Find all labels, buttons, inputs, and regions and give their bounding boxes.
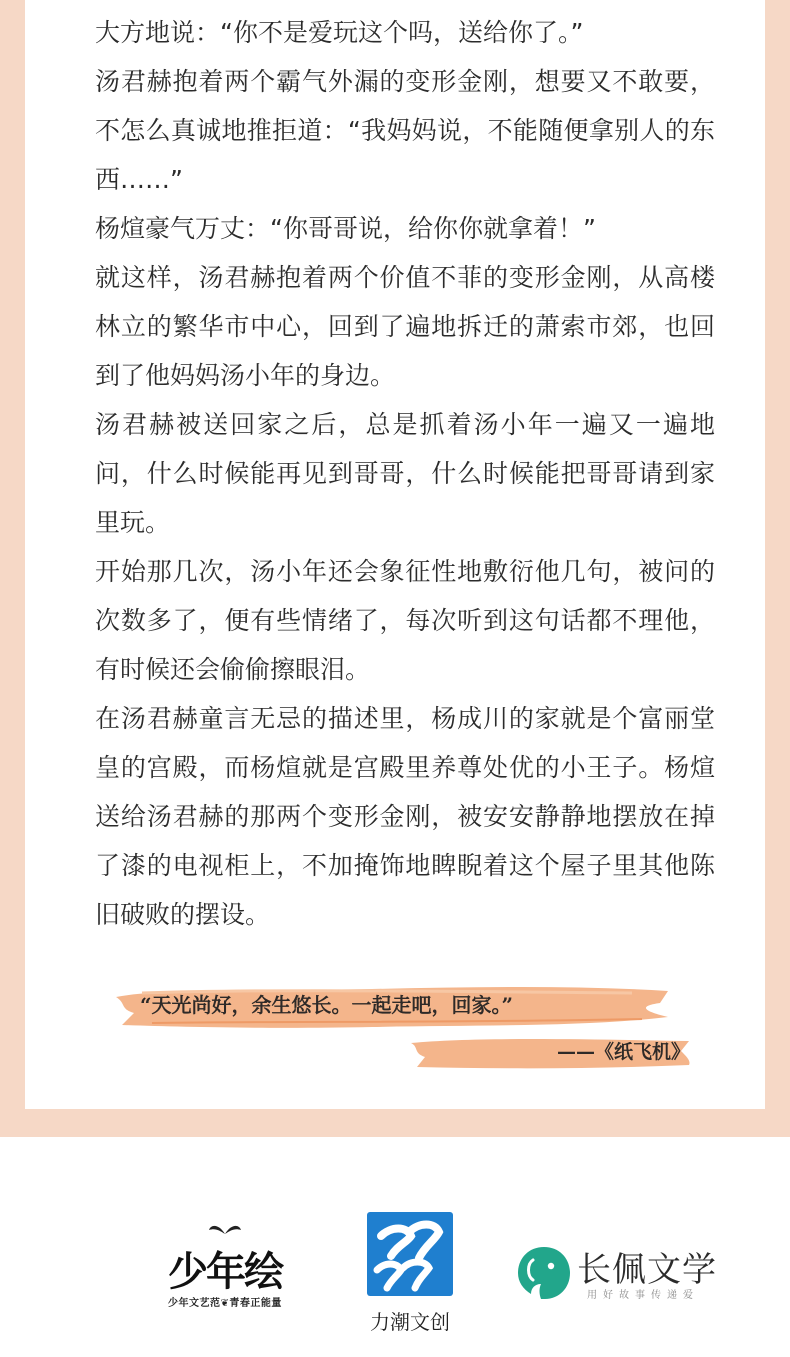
lichao-wave-icon (367, 1212, 453, 1296)
story-paragraph: 大方地说：“你不是爱玩这个吗，送给你了。” (95, 18, 584, 47)
leaf-ornament-icon (207, 1222, 243, 1236)
quote-text: “天光尚好，余生悠长。一起走吧，回家。” (140, 993, 514, 1017)
changpei-logo (515, 1240, 735, 1310)
changpei-logo-slogan: 用好故事传递爱 (587, 1290, 699, 1301)
changpei-logo-name: 长佩文学 (577, 1250, 717, 1290)
story-paragraph: 汤君赫被送回家之后，总是抓着汤小年一遍又一遍地问，什么时候能再见到哥哥，什么时候能把哥哥请到家里玩。 (95, 410, 715, 537)
shaonianhui-logo (150, 1222, 300, 1322)
quote-source: ——《纸飞机》 (556, 1041, 690, 1063)
story-paragraph: 开始那几次，汤小年还会象征性地敷衍他几句，被问的次数多了，便有些情绪了，每次听到这句话都不理他，有时候还会偷偷擦眼泪。 (95, 557, 715, 684)
shaonianhui-logo-slogan: 少年文艺范❦青春正能量 (168, 1298, 282, 1309)
lichao-logo (360, 1212, 460, 1342)
shaonianhui-logo-name: 少年绘 (168, 1248, 282, 1295)
story-paragraph: 在汤君赫童言无忌的描述里，杨成川的家就是个富丽堂皇的宫殿，而杨煊就是宫殿里养尊处优的小王子。杨煊送给汤君赫的那两个变形金刚，被安安静静地摆放在掉了漆的电视柜上，不加掩饰地睥睨着这个屋子里其他陈旧破败的摆设。 (95, 704, 715, 929)
elephant-icon (515, 1244, 573, 1302)
lichao-logo-name: 力潮文创 (370, 1310, 450, 1334)
story-paragraph: 就这样，汤君赫抱着两个价值不菲的变形金刚，从高楼林立的繁华市中心，回到了遍地拆迁的萧索市郊，也回到了他妈妈汤小年的身边。 (95, 263, 715, 390)
story-paragraph: 杨煊豪气万丈：“你哥哥说，给你你就拿着！” (95, 214, 596, 243)
story-text (95, 8, 715, 939)
story-paragraph: 汤君赫抱着两个霸气外漏的变形金刚，想要又不敢要，不怎么真诚地推拒道：“我妈妈说，不能随便拿别人的东西……” (95, 67, 715, 194)
